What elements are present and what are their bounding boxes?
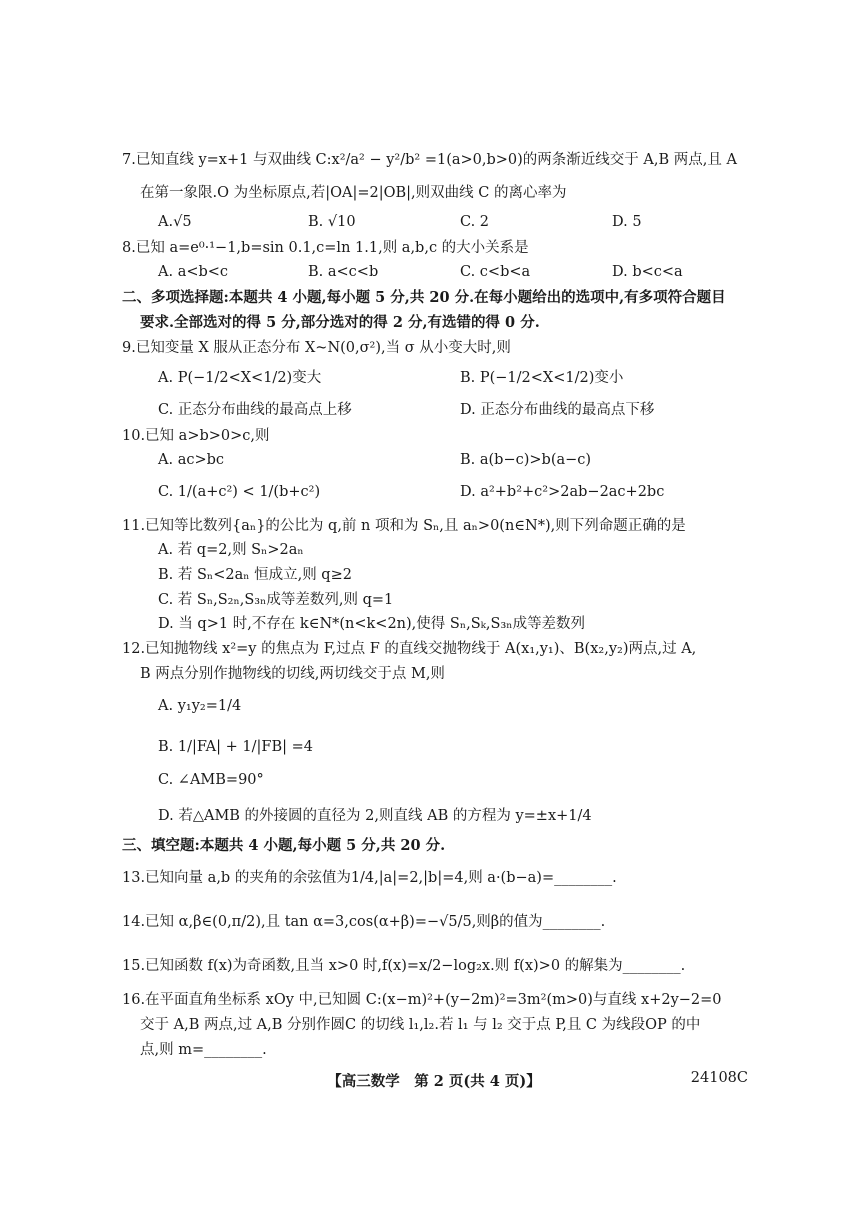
section-2-heading: 二、多项选择题:本题共 4 小题,每小题 5 分,共 20 分.在每小题给出的选项中,有多项符合题目	[122, 289, 726, 306]
q8-option-b: B. a<c<b	[308, 264, 379, 280]
q10-line1: 10.已知 a>b>0>c,则	[122, 428, 270, 444]
q10-option-d: D. a²+b²+c²>2ab−2ac+2bc	[460, 484, 665, 500]
q8-option-d: D. b<c<a	[612, 264, 683, 280]
q12-option-a: A. y₁y₂=1/4	[158, 698, 242, 714]
q10-option-a: A. ac>bc	[158, 452, 225, 468]
q10-option-b: B. a(b−c)>b(a−c)	[460, 452, 592, 468]
q12-option-d: D. 若△AMB 的外接圆的直径为 2,则直线 AB 的方程为 y=±x+1/4	[158, 808, 592, 824]
q16-line1: 16.在平面直角坐标系 xOy 中,已知圆 C:(x−m)²+(y−2m)²=3m²(m>0)与直线 x+2y−2=0	[122, 992, 722, 1008]
q8-option-a: A. a<b<c	[158, 264, 229, 280]
q9-option-b: B. P(−1/2<X<1/2)变小	[460, 370, 624, 386]
q11-option-a: A. 若 q=2,则 Sₙ>2aₙ	[158, 542, 304, 558]
q11-line1: 11.已知等比数列{aₙ}的公比为 q,前 n 项和为 Sₙ,且 aₙ>0(n∈N*),则下列命题正确的是	[122, 518, 686, 534]
q14-line1: 14.已知 α,β∈(0,π/2),且 tan α=3,cos(α+β)=−√5/5,则β的值为________.	[122, 914, 606, 930]
q9-line1: 9.已知变量 X 服从正态分布 X~N(0,σ²),当 σ 从小变大时,则	[122, 340, 511, 356]
q7-line2: 在第一象限.O 为坐标原点,若|OA|=2|OB|,则双曲线 C 的离心率为	[140, 185, 567, 201]
q10-option-c: C. 1/(a+c²) < 1/(b+c²)	[158, 484, 321, 500]
q16-line2: 交于 A,B 两点,过 A,B 分别作圆C 的切线 l₁,l₂.若 l₁ 与 l₂ 交于点 P,且 C 为线段OP 的中	[140, 1017, 701, 1033]
q7-option-b: B. √10	[308, 214, 356, 230]
q12-option-b: B. 1/|FA| + 1/|FB| =4	[158, 739, 313, 755]
q11-option-c: C. 若 Sₙ,S₂ₙ,S₃ₙ成等差数列,则 q=1	[158, 592, 394, 608]
exam-code: 24108C	[690, 1070, 748, 1086]
q12-option-c: C. ∠AMB=90°	[158, 772, 264, 788]
q15-line1: 15.已知函数 f(x)为奇函数,且当 x>0 时,f(x)=x/2−log₂x.则 f(x)>0 的解集为________.	[122, 958, 686, 974]
q12-line1: 12.已知抛物线 x²=y 的焦点为 F,过点 F 的直线交抛物线于 A(x₁,y₁)、B(x₂,y₂)两点,过 A,	[122, 641, 697, 657]
q8-option-c: C. c<b<a	[460, 264, 531, 280]
q9-option-d: D. 正态分布曲线的最高点下移	[460, 402, 655, 418]
q7-option-c: C. 2	[460, 214, 490, 230]
q16-line3: 点,则 m=________.	[140, 1042, 267, 1058]
q9-option-c: C. 正态分布曲线的最高点上移	[158, 402, 352, 418]
q7-option-a: A.√5	[158, 214, 192, 230]
q9-option-a: A. P(−1/2<X<1/2)变大	[158, 370, 322, 386]
section-3-heading: 三、填空题:本题共 4 小题,每小题 5 分,共 20 分.	[122, 837, 446, 854]
q11-option-b: B. 若 Sₙ<2aₙ 恒成立,则 q≥2	[158, 567, 352, 583]
q8-line1: 8.已知 a=e⁰·¹−1,b=sin 0.1,c=ln 1.1,则 a,b,c 的大小关系是	[122, 240, 529, 256]
q11-option-d: D. 当 q>1 时,不存在 k∈N*(n<k<2n),使得 Sₙ,Sₖ,S₃ₙ成等差数列	[158, 616, 586, 632]
q7-option-d: D. 5	[612, 214, 642, 230]
q12-line2: B 两点分别作抛物线的切线,两切线交于点 M,则	[140, 666, 445, 682]
q7-line1: 7.已知直线 y=x+1 与双曲线 C:x²/a² − y²/b² =1(a>0,b>0)的两条渐近线交于 A,B 两点,且 A	[122, 152, 737, 168]
q13-line1: 13.已知向量 a,b 的夹角的余弦值为1/4,|a|=2,|b|=4,则 a·(b−a)=________.	[122, 870, 617, 886]
page-label: 【高三数学 第 2 页(共 4 页)】	[327, 1073, 541, 1090]
section-2-heading-cont: 要求.全部选对的得 5 分,部分选对的得 2 分,有选错的得 0 分.	[140, 314, 540, 331]
